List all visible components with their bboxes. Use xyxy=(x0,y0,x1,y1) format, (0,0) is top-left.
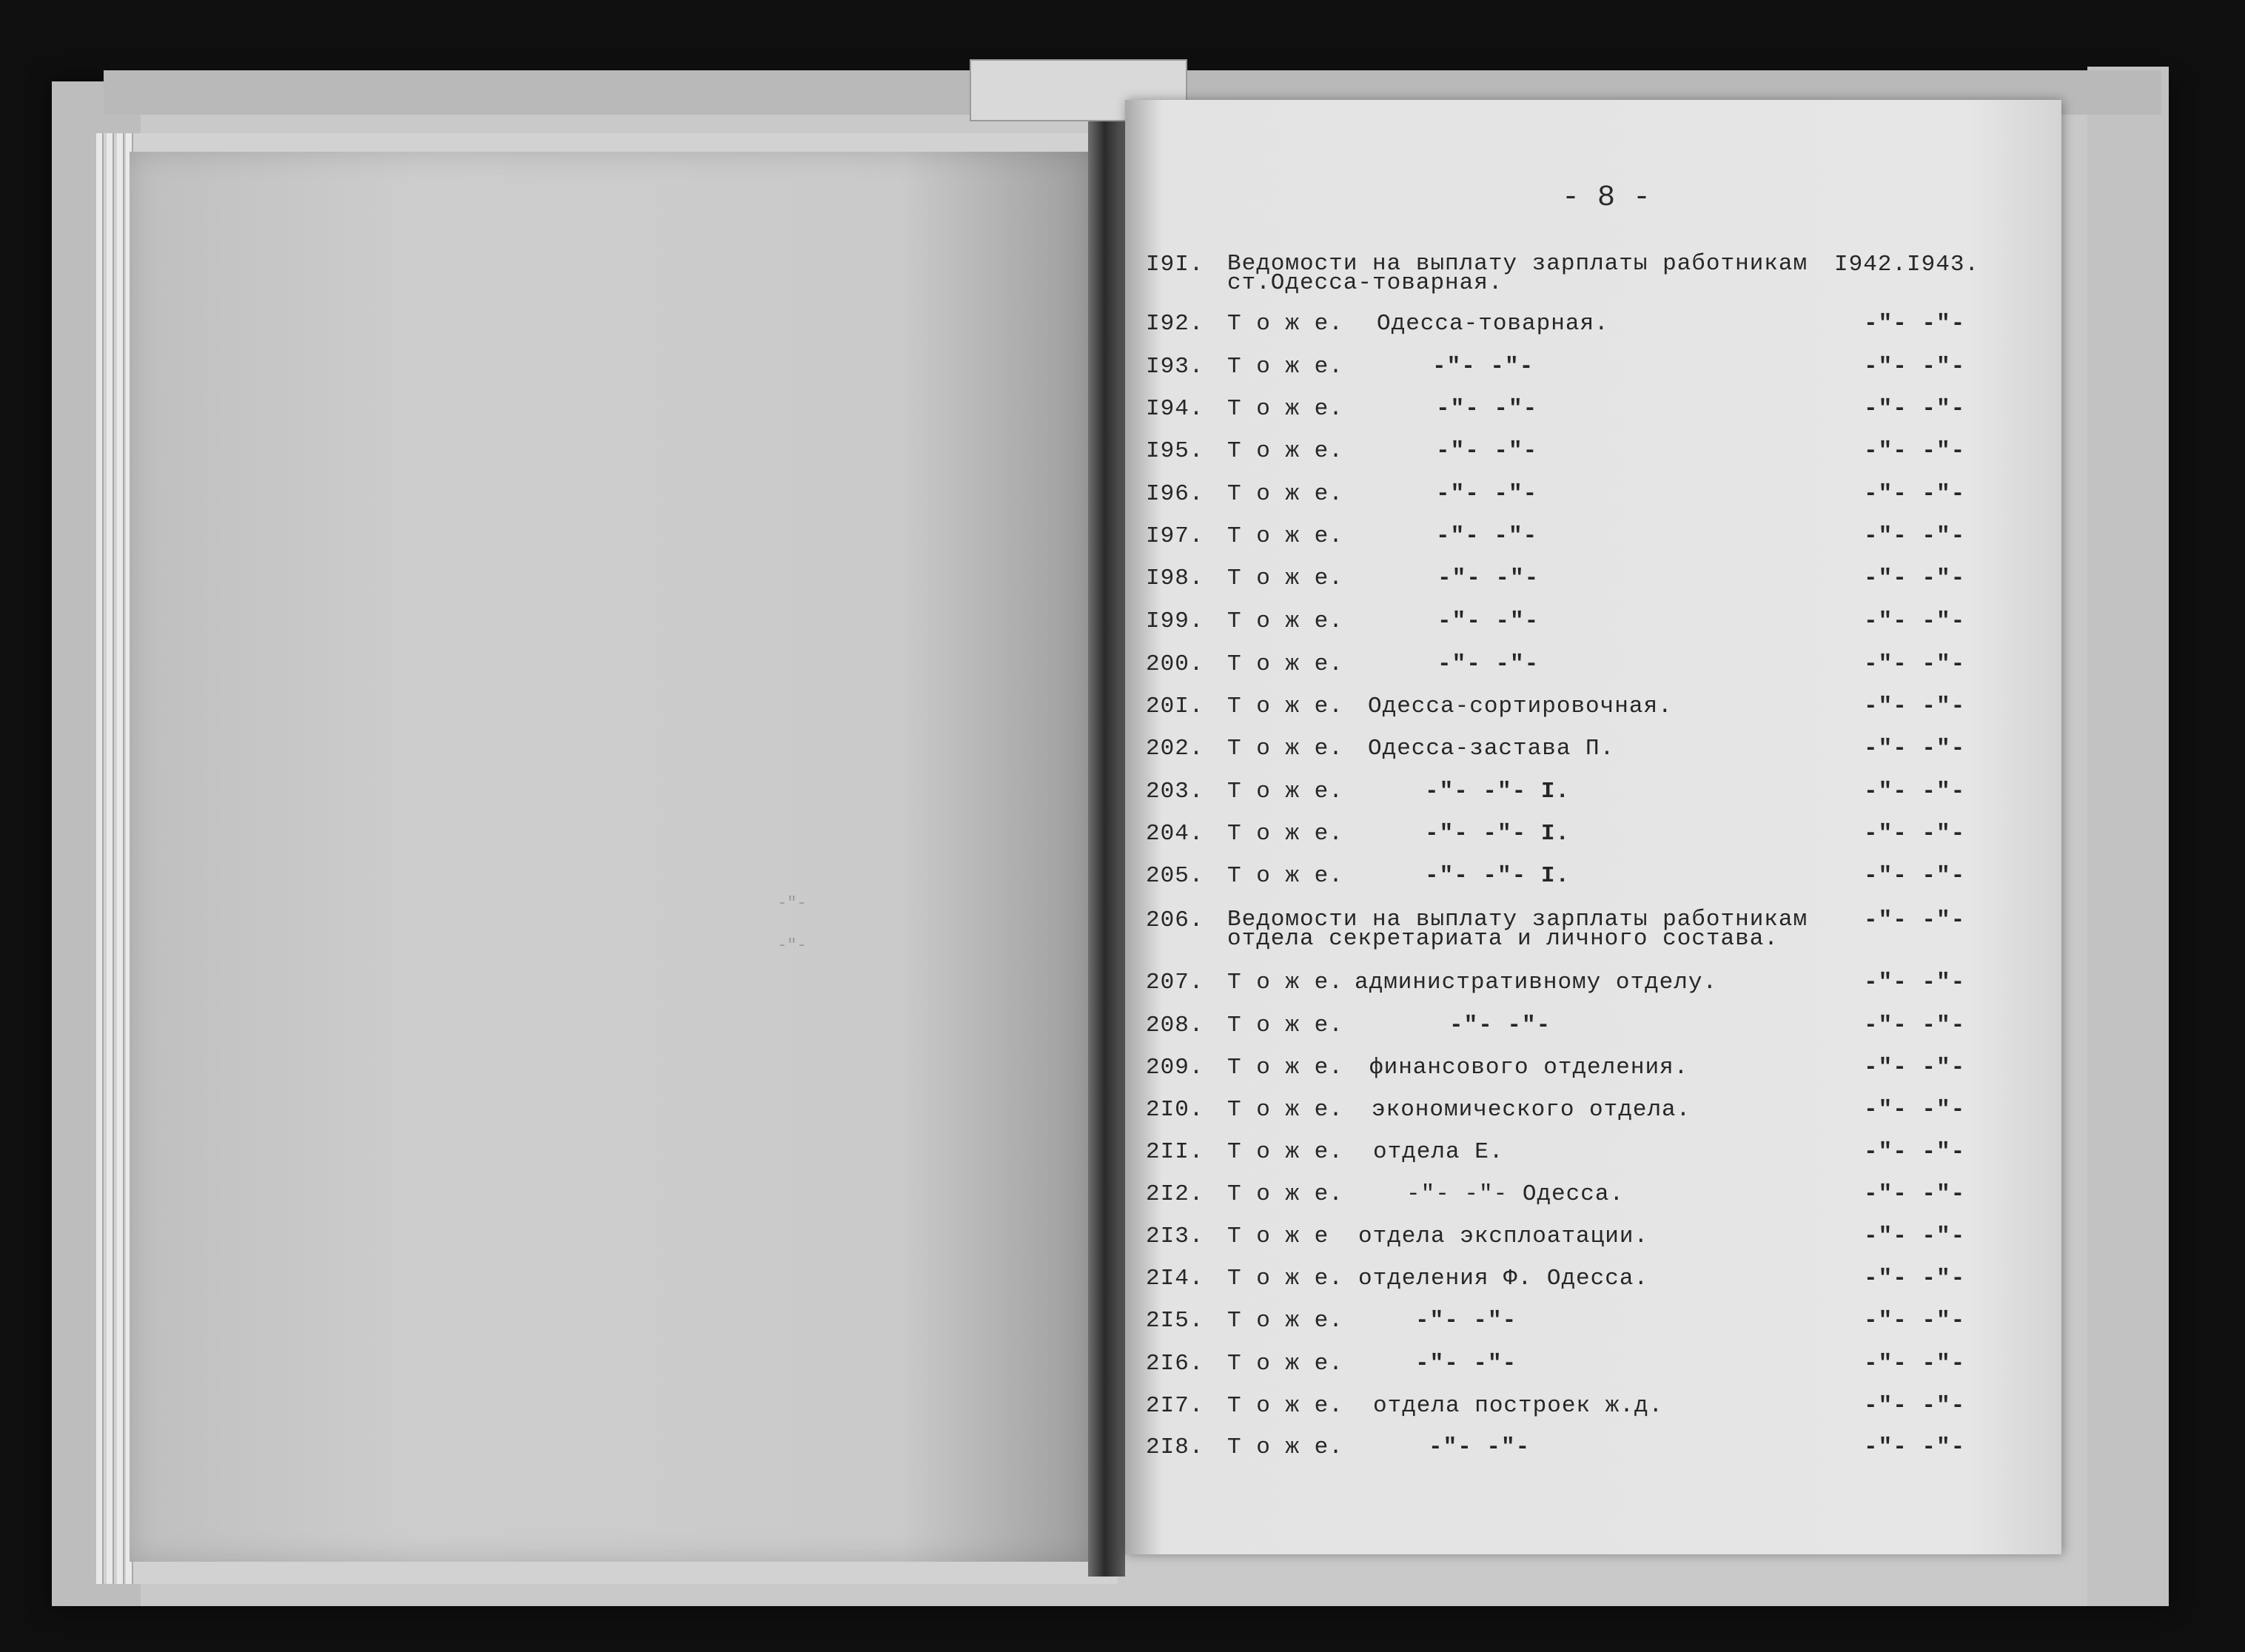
list-entry xyxy=(0,1225,2245,1269)
entry-description: -"- -"- xyxy=(1415,1308,1517,1334)
entry-number: 2I0. xyxy=(1146,1097,1204,1123)
list-entry xyxy=(0,525,2245,569)
entry-number: 2I8. xyxy=(1146,1434,1204,1460)
entry-description: -"- -"- xyxy=(1436,438,1538,464)
list-entry xyxy=(0,1183,2245,1227)
entry-description: отделения Ф. Одесса. xyxy=(1358,1266,1649,1292)
entry-label: Т о ж е. xyxy=(1227,354,1343,380)
list-entry xyxy=(0,1436,2245,1480)
entry-description: Одесса-застава П. xyxy=(1368,736,1615,762)
entry-label: Т о ж е. xyxy=(1227,311,1343,337)
entry-date: -"- -"- xyxy=(1864,1266,1966,1292)
entry-date: -"- -"- xyxy=(1864,354,1966,380)
entry-number: 207. xyxy=(1146,970,1204,995)
entry-number: 209. xyxy=(1146,1055,1204,1081)
entry-date: -"- -"- xyxy=(1864,1351,1966,1377)
entry-date: -"- -"- xyxy=(1864,1434,1966,1460)
entry-date: -"- -"- xyxy=(1864,311,1966,337)
entry-label: Т о ж е. xyxy=(1227,1013,1343,1038)
entry-number: I96. xyxy=(1146,481,1204,507)
entry-number: 20I. xyxy=(1146,694,1204,719)
list-entry xyxy=(0,610,2245,654)
list-entry xyxy=(0,1267,2245,1312)
entry-label: Т о ж е. xyxy=(1227,396,1343,422)
entry-date: -"- -"- xyxy=(1864,1139,1966,1165)
entry-number: 2I4. xyxy=(1146,1266,1204,1292)
entry-date: -"- -"- xyxy=(1864,1393,1966,1419)
entry-number: 202. xyxy=(1146,736,1204,762)
entry-label: Т о ж е. xyxy=(1227,863,1343,889)
entry-number: 2I5. xyxy=(1146,1308,1204,1334)
entry-label: Т о ж е. xyxy=(1227,523,1343,549)
entry-number: 2I7. xyxy=(1146,1393,1204,1419)
entry-description: Одесса-сортировочная. xyxy=(1368,694,1673,719)
entry-label: Т о ж е. xyxy=(1227,970,1343,995)
list-entry xyxy=(0,1394,2245,1439)
list-entry xyxy=(0,567,2245,611)
entry-description: -"- -"- Одесса. xyxy=(1406,1181,1625,1207)
entry-description: -"- -"- xyxy=(1436,396,1538,422)
entry-label: Т о ж е. xyxy=(1227,1393,1343,1419)
entry-description: экономического отдела. xyxy=(1372,1097,1691,1123)
list-entry xyxy=(0,397,2245,442)
entry-label: Т о ж е. xyxy=(1227,651,1343,677)
entry-label: Т о ж е. xyxy=(1227,438,1343,464)
list-entry xyxy=(0,1309,2245,1354)
entry-date: -"- -"- xyxy=(1864,651,1966,677)
list-entry xyxy=(0,1141,2245,1185)
list-entry xyxy=(0,653,2245,697)
entry-number: 2I3. xyxy=(1146,1223,1204,1249)
entry-label: Т о ж е. xyxy=(1227,1351,1343,1377)
entry-number: 2I6. xyxy=(1146,1351,1204,1377)
entry-date: -"- -"- xyxy=(1864,821,1966,847)
entry-description-line1: Ведомости на выплату зарплаты работникам xyxy=(1227,251,1808,277)
entry-description: -"- -"- xyxy=(1437,608,1540,634)
entry-description: -"- -"- I. xyxy=(1425,779,1571,805)
entry-date: -"- -"- xyxy=(1864,608,1966,634)
entry-date: -"- -"- xyxy=(1864,779,1966,805)
entry-number: 200. xyxy=(1146,651,1204,677)
list-entry xyxy=(0,864,2245,909)
list-entry xyxy=(0,483,2245,527)
left-page-mark: -"- xyxy=(777,894,807,913)
entry-date: -"- -"- xyxy=(1864,1013,1966,1038)
entry-date: -"- -"- xyxy=(1864,565,1966,591)
list-entry xyxy=(0,1098,2245,1143)
entry-label: Т о ж е. xyxy=(1227,481,1343,507)
entry-label: Т о ж е. xyxy=(1227,694,1343,719)
entry-description: -"- -"- xyxy=(1437,565,1540,591)
entry-number: I9I. xyxy=(1146,252,1204,278)
entry-date: -"- -"- xyxy=(1864,438,1966,464)
entry-date: -"- -"- xyxy=(1864,481,1966,507)
entry-description: -"- -"- xyxy=(1429,1434,1531,1460)
entry-date: -"- -"- xyxy=(1864,396,1966,422)
entry-description: -"- -"- xyxy=(1415,1351,1517,1377)
entry-number: 204. xyxy=(1146,821,1204,847)
list-entry xyxy=(0,737,2245,782)
entry-date: -"- -"- xyxy=(1864,970,1966,995)
entry-description: -"- -"- xyxy=(1436,481,1538,507)
entry-description: финансового отделения. xyxy=(1369,1055,1689,1081)
entry-date: -"- -"- xyxy=(1864,1097,1966,1123)
entry-description: административному отделу. xyxy=(1355,970,1718,995)
entry-description: -"- -"- I. xyxy=(1425,821,1571,847)
entry-label: Т о ж е. xyxy=(1227,821,1343,847)
entry-description: отдела Е. xyxy=(1373,1139,1504,1165)
entry-number: I97. xyxy=(1146,523,1204,549)
entry-label: Т о ж е. xyxy=(1227,736,1343,762)
entry-label: Т о ж е. xyxy=(1227,1308,1343,1334)
entry-number: I92. xyxy=(1146,311,1204,337)
list-entry xyxy=(0,1056,2245,1101)
entry-number: I99. xyxy=(1146,608,1204,634)
list-entry xyxy=(0,1352,2245,1397)
entry-label: Т о ж е xyxy=(1227,1223,1329,1249)
entry-description: Одесса-товарная. xyxy=(1377,311,1609,337)
entry-date: I942.I943. xyxy=(1834,252,1980,278)
entry-date: -"- -"- xyxy=(1864,863,1966,889)
entry-number: 205. xyxy=(1146,863,1204,889)
entry-label: Т о ж е. xyxy=(1227,1266,1343,1292)
entry-date: -"- -"- xyxy=(1864,1181,1966,1207)
entry-date: -"- -"- xyxy=(1864,694,1966,719)
list-entry xyxy=(0,695,2245,739)
entry-label: Т о ж е. xyxy=(1227,1139,1343,1165)
entry-number: 2II. xyxy=(1146,1139,1204,1165)
entry-date: -"- -"- xyxy=(1864,907,1966,933)
entry-date: -"- -"- xyxy=(1864,1308,1966,1334)
entry-label: Т о ж е. xyxy=(1227,565,1343,591)
entry-number: I95. xyxy=(1146,438,1204,464)
entry-date: -"- -"- xyxy=(1864,1055,1966,1081)
list-entry xyxy=(0,1014,2245,1058)
entry-description-line2: отдела секретариата и личного состава. xyxy=(1227,926,1779,952)
entry-label: Т о ж е. xyxy=(1227,1181,1343,1207)
entry-description: -"- -"- xyxy=(1449,1013,1551,1038)
entry-date: -"- -"- xyxy=(1864,523,1966,549)
entry-number: I94. xyxy=(1146,396,1204,422)
list-entry xyxy=(0,971,2245,1015)
entry-description: отдела эксплоатации. xyxy=(1358,1223,1649,1249)
entry-description: -"- -"- I. xyxy=(1425,863,1571,889)
entry-label: Т о ж е. xyxy=(1227,608,1343,634)
entry-description: -"- -"- xyxy=(1432,354,1534,380)
list-entry-continuation xyxy=(0,928,2245,973)
entry-number: I98. xyxy=(1146,565,1204,591)
entry-description-line1: Ведомости на выплату зарплаты работникам xyxy=(1227,907,1808,933)
entry-number: 203. xyxy=(1146,779,1204,805)
entry-label: Т о ж е. xyxy=(1227,1055,1343,1081)
entry-description: -"- -"- xyxy=(1436,523,1538,549)
entry-date: -"- -"- xyxy=(1864,1223,1966,1249)
entry-label: Т о ж е. xyxy=(1227,1097,1343,1123)
entry-label: Т о ж е. xyxy=(1227,779,1343,805)
page-number: - 8 - xyxy=(1562,181,1651,215)
list-entry-continuation xyxy=(0,272,2245,317)
entry-number: 206. xyxy=(1146,907,1204,933)
entry-description: отдела построек ж.д. xyxy=(1373,1393,1664,1419)
list-entry xyxy=(0,780,2245,825)
list-entry xyxy=(0,440,2245,484)
entry-number: 2I2. xyxy=(1146,1181,1204,1207)
entry-label: Т о ж е. xyxy=(1227,1434,1343,1460)
entry-date: -"- -"- xyxy=(1864,736,1966,762)
entry-description: -"- -"- xyxy=(1437,651,1540,677)
list-entry xyxy=(0,312,2245,357)
entry-number: 208. xyxy=(1146,1013,1204,1038)
entry-description-line2: ст.Одесса-товарная. xyxy=(1227,270,1503,296)
list-entry xyxy=(0,822,2245,867)
list-entry xyxy=(0,355,2245,400)
entry-number: I93. xyxy=(1146,354,1204,380)
left-page-mark: -"- xyxy=(777,936,807,955)
